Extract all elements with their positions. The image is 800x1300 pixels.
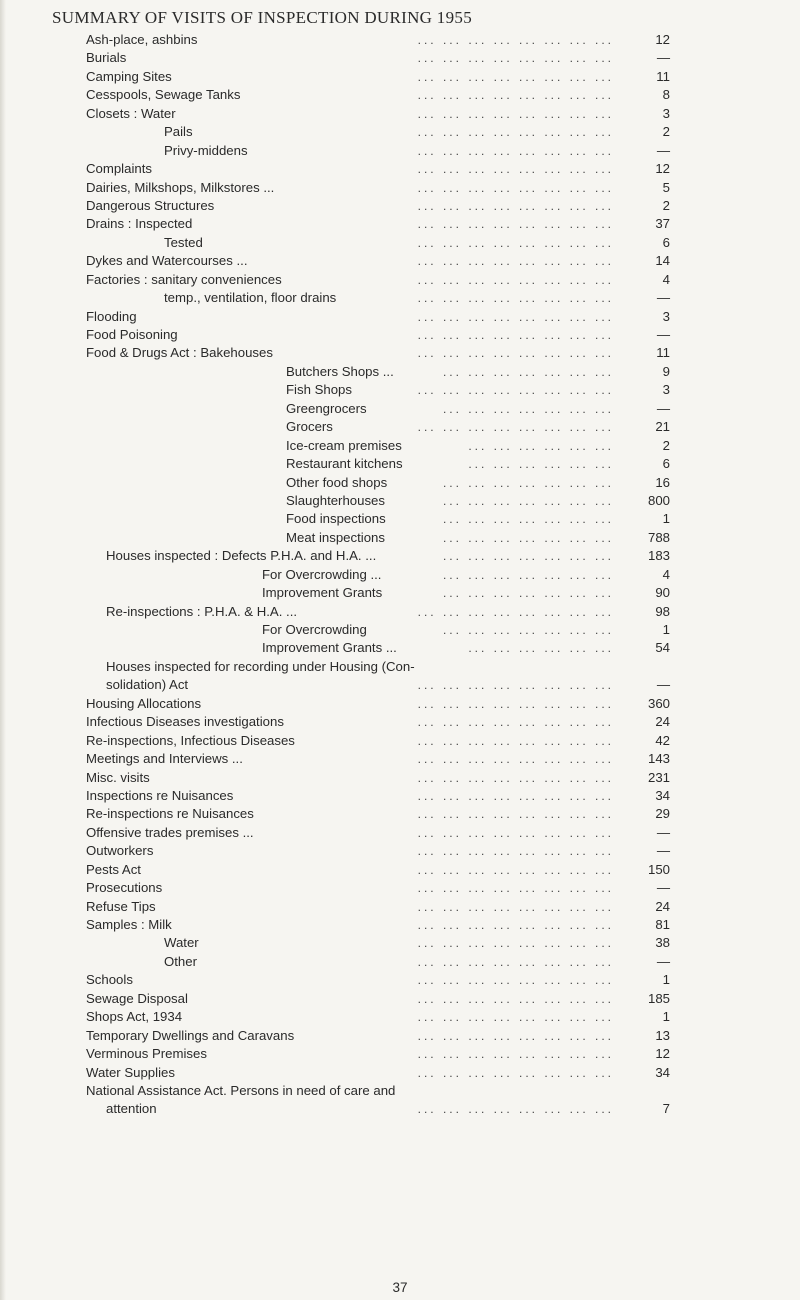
row-value: 12	[655, 32, 670, 47]
leader-dots: ... ... ... ... ... ... ... ...	[417, 825, 614, 840]
row-value: 81	[655, 917, 670, 932]
leader-dots: ... ... ... ... ... ... ... ...	[417, 346, 614, 361]
row-label: Meat inspections	[286, 529, 385, 545]
leader-dots: ... ... ... ... ... ... ... ...	[417, 881, 614, 896]
leader-dots: ... ... ... ... ... ... ... ...	[417, 715, 614, 730]
row-value: —	[656, 290, 670, 306]
leader-dots: ... ... ... ... ... ... ... ...	[417, 604, 614, 619]
row-value: 14	[655, 253, 670, 269]
row-value: 13	[655, 1027, 670, 1043]
row-value: 12	[655, 1046, 670, 1062]
leader-dots: ... ... ... ... ... ... ... ...	[417, 1028, 614, 1043]
table-row	[86, 1082, 670, 1100]
leader-dots: ... ... ... ... ... ... ... ...	[417, 1047, 614, 1062]
row-label: Schools	[86, 972, 133, 988]
row-label: Temporary Dwellings and Caravans	[86, 1027, 295, 1043]
row-value: 34	[655, 1064, 670, 1080]
row-label: Sewage Disposal	[86, 990, 188, 1006]
table-row	[86, 769, 670, 787]
table-row	[86, 215, 670, 233]
leader-dots: ... ... ... ... ... ... ... ...	[417, 328, 614, 342]
table-row	[86, 123, 670, 141]
row-value: 24	[655, 898, 670, 914]
leader-dots: ... ... ... ... ... ... ... ...	[417, 899, 614, 914]
table-row	[86, 787, 670, 805]
leader-dots: ... ... ... ... ... ... ...	[442, 586, 614, 601]
row-label: Dykes and Watercourses ...	[86, 253, 248, 269]
leader-dots: ... ... ... ... ... ... ...	[442, 401, 614, 416]
leader-dots: ... ... ... ... ... ... ... ...	[417, 420, 614, 435]
row-value: 6	[662, 456, 670, 472]
row-value: 2	[662, 437, 670, 453]
table-row	[86, 621, 670, 639]
leader-dots: ... ... ... ... ... ... ... ...	[417, 162, 614, 177]
row-label: Re-inspections, Infectious Diseases	[86, 732, 295, 748]
table-row	[86, 1100, 670, 1118]
leader-dots: ... ... ... ... ... ... ... ...	[417, 309, 614, 324]
row-label: Fish Shops	[286, 382, 352, 398]
row-value: 150	[647, 861, 670, 877]
row-label: Other food shops	[286, 474, 388, 490]
table-row	[86, 31, 670, 49]
row-value: 800	[647, 492, 670, 508]
table-row	[86, 400, 670, 418]
table-row	[86, 308, 670, 326]
leader-dots: ... ... ... ... ... ... ... ...	[417, 936, 614, 951]
row-label: Housing Allocations	[86, 695, 202, 711]
page-title: SUMMARY OF VISITS OF INSPECTION DURING 1955	[52, 8, 473, 27]
row-label: Improvement Grants ...	[262, 640, 397, 656]
row-value: 54	[655, 640, 670, 656]
leader-dots: ... ... ... ... ... ...	[468, 438, 614, 453]
row-value: 1	[662, 972, 670, 988]
row-label: Food Poisoning	[86, 327, 178, 342]
table-row	[86, 160, 670, 178]
leader-dots: ... ... ... ... ... ... ... ...	[417, 678, 614, 693]
table-row	[86, 990, 670, 1008]
row-label: Factories : sanitary conveniences	[86, 271, 282, 287]
row-label: Food & Drugs Act : Bakehouses	[86, 345, 273, 361]
row-value: 360	[647, 695, 670, 711]
table-row	[86, 197, 670, 215]
row-label: Inspections re Nuisances	[86, 787, 234, 803]
row-label: Other	[164, 953, 197, 969]
row-value: —	[656, 50, 670, 66]
row-label: Meetings and Interviews ...	[86, 751, 243, 767]
leader-dots: ... ... ... ... ... ... ... ...	[417, 217, 614, 232]
leader-dots: ... ... ... ... ... ... ... ...	[417, 918, 614, 932]
leader-dots: ... ... ... ... ... ... ... ...	[417, 770, 614, 785]
row-value: 8	[662, 87, 670, 103]
table-row	[86, 879, 670, 897]
table-row	[86, 455, 670, 473]
row-label: Water	[164, 935, 199, 951]
table-row	[86, 418, 670, 436]
row-label: Burials	[86, 50, 127, 66]
row-label: Misc. visits	[86, 769, 150, 785]
row-label: Houses inspected : Defects P.H.A. and H.A. ...	[106, 548, 377, 564]
table-row	[86, 971, 670, 989]
leader-dots: ... ... ... ... ... ... ... ...	[417, 291, 614, 306]
table-row	[86, 584, 670, 602]
table-row	[86, 805, 670, 823]
leader-dots: ... ... ... ... ... ... ... ...	[417, 1065, 614, 1080]
table-row	[86, 437, 670, 455]
table-row	[86, 68, 670, 86]
table-row	[86, 861, 670, 879]
row-label: Complaints	[86, 161, 152, 177]
table-row	[86, 326, 670, 344]
page-number: 37	[392, 1280, 408, 1295]
leader-dots: ... ... ... ... ... ... ... ...	[417, 733, 614, 748]
row-label: Pests Act	[86, 861, 141, 877]
row-label: Slaughterhouses	[286, 492, 385, 508]
row-value: —	[656, 953, 670, 969]
table-row	[86, 1027, 670, 1045]
leader-dots: ... ... ... ... ... ... ... ...	[417, 143, 614, 158]
table-row	[86, 676, 670, 694]
row-label: Offensive trades premises ...	[86, 824, 254, 840]
leader-dots: ... ... ... ... ... ... ... ...	[417, 33, 614, 47]
row-label: For Overcrowding ...	[262, 566, 382, 582]
row-value: 5	[662, 179, 670, 195]
row-label: temp., ventilation, floor drains	[164, 290, 337, 306]
row-value: —	[656, 880, 670, 896]
row-value: 3	[662, 308, 670, 324]
row-label: For Overcrowding	[262, 622, 367, 637]
row-label: Cesspools, Sewage Tanks	[86, 87, 241, 103]
leader-dots: ... ... ... ... ... ... ... ...	[417, 954, 614, 969]
leader-dots: ... ... ... ... ... ... ... ...	[417, 788, 614, 803]
row-label: Prosecutions	[86, 880, 163, 896]
table-row	[86, 566, 670, 584]
row-label: Water Supplies	[86, 1064, 175, 1080]
row-value: 11	[656, 68, 670, 84]
table-row	[86, 529, 670, 547]
table-row	[86, 252, 670, 270]
row-label: National Assistance Act. Persons in need of care and	[86, 1082, 396, 1098]
row-value: 143	[647, 751, 670, 767]
row-label: Shops Act, 1934	[86, 1009, 183, 1025]
row-label: Dangerous Structures	[86, 197, 215, 213]
leader-dots: ... ... ... ... ... ... ... ...	[417, 69, 614, 84]
table-row	[86, 916, 670, 934]
leader-dots: ... ... ... ... ... ... ... ...	[417, 88, 614, 103]
table-row	[86, 474, 670, 492]
leader-dots: ... ... ... ... ... ... ... ...	[417, 272, 614, 287]
leader-dots: ... ... ... ... ... ... ...	[442, 530, 614, 545]
row-value: 3	[662, 382, 670, 398]
table-row	[86, 898, 670, 916]
leader-dots: ... ... ... ... ... ... ... ...	[417, 235, 614, 250]
inspection-summary-list	[86, 31, 670, 1119]
leader-dots: ... ... ... ... ... ... ... ...	[417, 991, 614, 1006]
row-value: 3	[662, 105, 670, 121]
table-row	[86, 105, 670, 123]
leader-dots: ... ... ... ... ... ... ... ...	[417, 862, 614, 877]
leader-dots: ... ... ... ... ... ... ...	[442, 512, 614, 527]
row-label: Restaurant kitchens	[286, 456, 403, 472]
leader-dots: ... ... ... ... ... ...	[468, 457, 614, 472]
row-value: 231	[647, 769, 670, 785]
row-label: Pails	[164, 124, 193, 140]
table-row	[86, 86, 670, 104]
table-row	[86, 344, 670, 362]
row-label: Samples : Milk	[86, 917, 172, 932]
table-row	[86, 1008, 670, 1026]
row-value: 1	[662, 1009, 670, 1025]
row-value: 7	[662, 1101, 670, 1117]
row-label: Dairies, Milkshops, Milkstores ...	[86, 179, 275, 195]
row-label: Outworkers	[86, 843, 154, 859]
table-row	[86, 289, 670, 307]
row-label: Ash-place, ashbins	[86, 32, 198, 47]
row-label: Verminous Premises	[86, 1046, 207, 1062]
row-value: 24	[655, 714, 670, 730]
leader-dots: ... ... ... ... ... ... ... ...	[417, 125, 614, 140]
table-row	[86, 824, 670, 842]
table-row	[86, 842, 670, 860]
row-label: Houses inspected for recording under Housing (Con-	[106, 658, 415, 674]
table-row	[86, 953, 670, 971]
leader-dots: ... ... ... ... ... ... ... ...	[417, 383, 614, 398]
table-row	[86, 658, 670, 676]
leader-dots: ... ... ... ... ... ... ... ...	[417, 51, 614, 66]
row-label: Re-inspections : P.H.A. & H.A. ...	[106, 603, 298, 619]
leader-dots: ... ... ... ... ... ... ... ...	[417, 1010, 614, 1025]
row-value: 90	[655, 585, 670, 601]
table-row	[86, 381, 670, 399]
table-row	[86, 234, 670, 252]
table-row	[86, 271, 670, 289]
row-value: 2	[662, 124, 670, 140]
row-label: Re-inspections re Nuisances	[86, 806, 254, 822]
leader-dots: ... ... ... ... ... ... ... ...	[417, 973, 614, 988]
row-label: Privy-middens	[164, 142, 248, 158]
row-value: 9	[662, 363, 670, 379]
table-row	[86, 934, 670, 952]
leader-dots: ... ... ... ... ... ... ... ...	[417, 1102, 614, 1117]
table-row	[86, 1064, 670, 1082]
leader-dots: ... ... ... ... ... ... ... ...	[417, 752, 614, 767]
leader-dots: ... ... ... ... ... ...	[468, 641, 614, 656]
row-value: 183	[647, 548, 670, 564]
row-label: Infectious Diseases investigations	[86, 714, 284, 730]
table-row	[86, 603, 670, 621]
row-value: —	[656, 824, 670, 840]
row-value: 21	[655, 419, 670, 435]
row-label: Flooding	[86, 308, 137, 324]
table-row	[86, 750, 670, 768]
row-value: —	[656, 843, 670, 859]
row-label: Improvement Grants	[262, 585, 383, 601]
row-label: Greengrocers	[286, 400, 367, 416]
row-value: 98	[655, 603, 670, 619]
row-value: 38	[655, 935, 670, 951]
table-row	[86, 49, 670, 67]
row-value: 2	[662, 197, 670, 213]
leader-dots: ... ... ... ... ... ... ... ...	[417, 180, 614, 195]
row-label: Tested	[164, 234, 203, 250]
table-row	[86, 732, 670, 750]
row-value: —	[656, 327, 670, 342]
table-row	[86, 363, 670, 381]
table-row	[86, 547, 670, 565]
page-edge-shadow	[0, 0, 6, 1300]
leader-dots: ... ... ... ... ... ... ... ...	[417, 696, 614, 711]
table-row	[86, 639, 670, 657]
table-row	[86, 510, 670, 528]
row-value: 6	[662, 234, 670, 250]
row-value: 1	[662, 622, 670, 637]
table-row	[86, 695, 670, 713]
leader-dots: ... ... ... ... ... ... ... ...	[417, 106, 614, 121]
row-value: 4	[662, 271, 670, 287]
row-label: Grocers	[286, 419, 333, 435]
table-row	[86, 179, 670, 197]
row-value: 37	[655, 216, 670, 232]
leader-dots: ... ... ... ... ... ... ...	[442, 567, 614, 582]
leader-dots: ... ... ... ... ... ... ...	[442, 475, 614, 490]
row-value: 11	[656, 345, 670, 361]
row-label: attention	[106, 1101, 157, 1117]
leader-dots: ... ... ... ... ... ... ... ...	[417, 198, 614, 213]
row-value: 42	[655, 732, 670, 748]
row-value: 185	[647, 990, 670, 1006]
row-value: 4	[662, 566, 670, 582]
table-row	[86, 142, 670, 160]
row-label: Closets : Water	[86, 105, 176, 121]
row-value: 34	[655, 787, 670, 803]
row-label: Ice-cream premises	[286, 437, 402, 453]
table-row	[86, 1045, 670, 1063]
row-label: Drains : Inspected	[86, 216, 193, 232]
leader-dots: ... ... ... ... ... ... ... ...	[417, 254, 614, 269]
row-value: 1	[662, 511, 670, 527]
row-value: 16	[655, 474, 670, 490]
row-label: Camping Sites	[86, 68, 172, 84]
row-label: solidation) Act	[106, 677, 189, 693]
row-value: —	[656, 142, 670, 158]
row-label: Food inspections	[286, 511, 386, 527]
leader-dots: ... ... ... ... ... ... ...	[442, 364, 614, 379]
row-label: Refuse Tips	[86, 898, 156, 914]
row-value: 12	[655, 161, 670, 177]
row-label: Butchers Shops ...	[286, 363, 394, 379]
table-row	[86, 492, 670, 510]
leader-dots: ... ... ... ... ... ... ... ...	[417, 807, 614, 822]
row-value: 788	[647, 529, 670, 545]
row-value: 29	[655, 806, 670, 822]
leader-dots: ... ... ... ... ... ... ...	[442, 623, 614, 637]
table-row	[86, 713, 670, 731]
leader-dots: ... ... ... ... ... ... ... ...	[417, 844, 614, 859]
row-value: —	[656, 677, 670, 693]
leader-dots: ... ... ... ... ... ... ...	[442, 549, 614, 564]
row-value: —	[656, 400, 670, 416]
leader-dots: ... ... ... ... ... ... ...	[442, 493, 614, 508]
